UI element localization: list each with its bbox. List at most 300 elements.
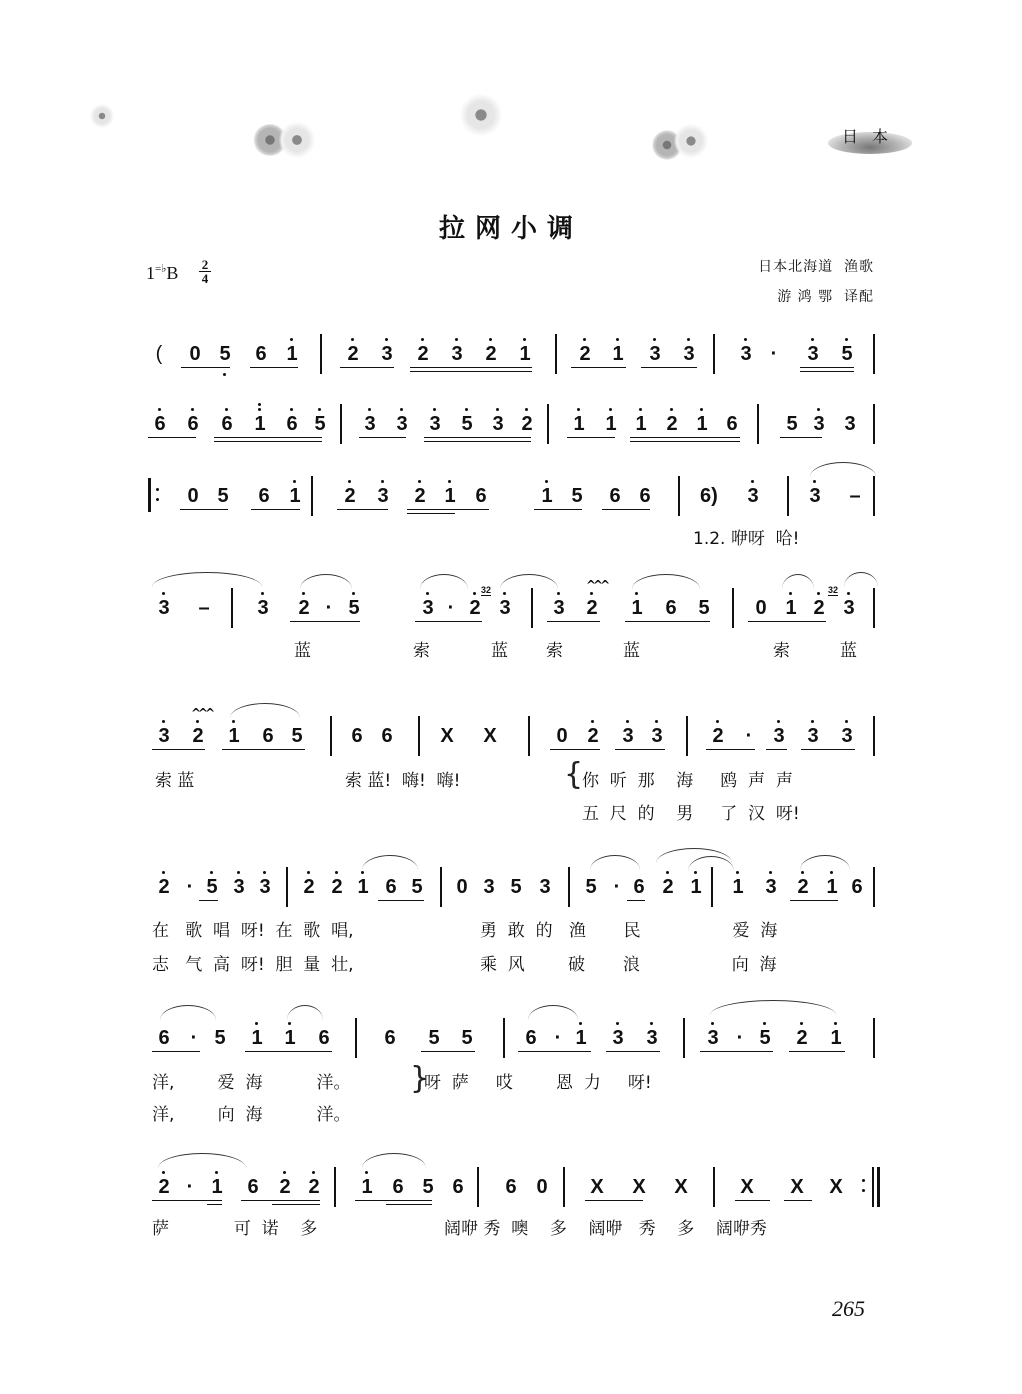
octave-high-dot xyxy=(577,408,580,411)
note: 1 xyxy=(284,1027,296,1049)
octave-high-dot xyxy=(650,1022,653,1025)
flower-decoration xyxy=(460,94,502,136)
note: 5 xyxy=(348,597,360,619)
beam-underline xyxy=(789,1051,845,1052)
beam-underline xyxy=(421,1051,475,1052)
note: 1 xyxy=(631,597,643,619)
beam-underline xyxy=(534,509,582,510)
octave-high-dot xyxy=(845,720,848,723)
note: 3 xyxy=(483,876,495,898)
bar-line xyxy=(334,1167,336,1207)
bar-line xyxy=(503,1018,505,1058)
octave-high-dot xyxy=(283,1171,286,1174)
note: 2 xyxy=(587,725,599,747)
note: 5 xyxy=(411,876,423,898)
beam-underline xyxy=(152,749,205,750)
key-signature xyxy=(146,262,178,284)
octave-high-dot xyxy=(496,408,499,411)
octave-high-dot xyxy=(769,871,772,874)
note: 0 xyxy=(536,1176,548,1198)
note: 3 xyxy=(422,597,434,619)
note: 3 xyxy=(158,725,170,747)
octave-high-dot xyxy=(455,338,458,341)
octave-high-dot xyxy=(800,1022,803,1025)
beam-underline xyxy=(567,437,615,438)
lyric-line: 五 尺 的 男 了 汉 呀! xyxy=(582,804,800,824)
octave-high-dot xyxy=(255,1022,258,1025)
lyric-line: 索 xyxy=(773,641,790,661)
note: 2 xyxy=(417,343,429,365)
note: 3 xyxy=(809,485,821,507)
beam-underline xyxy=(181,367,230,368)
octave-high-dot xyxy=(162,592,165,595)
octave-high-dot xyxy=(694,871,697,874)
beam-underline xyxy=(245,1051,332,1052)
octave-high-dot xyxy=(162,871,165,874)
octave-high-dot xyxy=(811,338,814,341)
beam-underline xyxy=(630,437,740,438)
note: 2 xyxy=(586,597,598,619)
note: 3 xyxy=(843,597,855,619)
octave-high-dot xyxy=(210,871,213,874)
octave-high-dot xyxy=(666,871,669,874)
verse-brace: { xyxy=(564,757,584,792)
note: 3 xyxy=(364,413,376,435)
note: 3 xyxy=(377,485,389,507)
octave-high-dot xyxy=(318,408,321,411)
note: 6 xyxy=(525,1027,537,1049)
note: 2 xyxy=(414,485,426,507)
octave-high-dot xyxy=(489,338,492,341)
bar-line xyxy=(231,588,233,628)
beam-underline xyxy=(780,437,822,438)
beam-underline xyxy=(801,749,855,750)
octave-high-dot xyxy=(813,480,816,483)
note: 6 xyxy=(158,1027,170,1049)
note: 3 xyxy=(492,413,504,435)
note: 5 xyxy=(841,343,853,365)
note: X xyxy=(674,1176,688,1198)
lyric-line: 勇 敢 的 渔 民 爱 海 xyxy=(480,921,778,941)
lyric-line: 1.2. 咿呀 哈! xyxy=(693,529,800,549)
note: 3 xyxy=(396,413,408,435)
lyric-line: 蓝 xyxy=(491,641,508,661)
song-title: 拉网小调 xyxy=(438,214,583,244)
octave-high-dot xyxy=(687,338,690,341)
note: 1 xyxy=(826,876,838,898)
note: 6 xyxy=(505,1176,517,1198)
octave-high-dot xyxy=(591,720,594,723)
beam-underline xyxy=(407,513,455,514)
note: 6 xyxy=(351,725,363,747)
note: 5 xyxy=(510,876,522,898)
note: · xyxy=(736,1027,744,1049)
beam-underline xyxy=(700,1051,773,1052)
slur xyxy=(710,1000,836,1015)
note: 5 xyxy=(422,1176,434,1198)
octave-high-dot xyxy=(801,871,804,874)
octave-high-dot xyxy=(232,720,235,723)
lyric-line: 你 听 那 海 鸥 声 声 xyxy=(582,771,793,791)
repeat-start-bar xyxy=(148,478,151,512)
note: 3 xyxy=(807,343,819,365)
time-sig-numerator: 2 xyxy=(201,257,209,272)
note: · xyxy=(190,1027,198,1049)
octave-high-dot xyxy=(583,338,586,341)
page-number: 265 xyxy=(832,1296,865,1321)
octave-high-dot xyxy=(258,403,261,406)
note: 6 xyxy=(318,1027,330,1049)
note: 1 xyxy=(251,1027,263,1049)
note: 6 xyxy=(851,876,863,898)
note: 3 xyxy=(233,876,245,898)
note: 5 xyxy=(206,876,218,898)
slur xyxy=(362,855,418,870)
note: 5 xyxy=(217,485,229,507)
note: 3 xyxy=(553,597,565,619)
bar-line xyxy=(757,404,759,444)
slur xyxy=(800,855,850,870)
note: · xyxy=(745,725,753,747)
lyric-line: 索 蓝 xyxy=(155,771,195,791)
slur xyxy=(160,1005,216,1020)
note: 0 xyxy=(456,876,468,898)
note: 2 xyxy=(796,1027,808,1049)
note: 3 xyxy=(257,597,269,619)
beam-underline xyxy=(706,749,755,750)
octave-high-dot xyxy=(834,1022,837,1025)
note: 5 xyxy=(698,597,710,619)
beam-underline xyxy=(602,509,650,510)
note: 0 xyxy=(187,485,199,507)
lyric-line: 阔咿 秀 噢 多 阔咿 秀 多 阔咿秀 xyxy=(444,1219,767,1239)
note: 2 xyxy=(813,597,825,619)
note: 1 xyxy=(785,597,797,619)
octave-high-dot xyxy=(426,592,429,595)
slur xyxy=(152,572,262,587)
note: 3 xyxy=(539,876,551,898)
octave-high-dot xyxy=(639,408,642,411)
octave-high-dot xyxy=(716,720,719,723)
beam-underline xyxy=(410,371,532,372)
note: 0 xyxy=(189,343,201,365)
note: 6 xyxy=(392,1176,404,1198)
note: 1 xyxy=(541,485,553,507)
lyric-line: 索 xyxy=(413,641,430,661)
beam-underline xyxy=(290,621,360,622)
note: 3 xyxy=(649,343,661,365)
flower-decoration xyxy=(279,122,315,158)
octave-high-dot xyxy=(653,338,656,341)
slur xyxy=(844,572,878,587)
bar-line xyxy=(563,1167,565,1207)
bar-line xyxy=(555,334,557,374)
beam-underline xyxy=(207,1204,222,1205)
note: 1 xyxy=(361,1176,373,1198)
octave-high-dot xyxy=(711,1022,714,1025)
bar-line xyxy=(873,334,875,374)
note: 6 xyxy=(247,1176,259,1198)
slur xyxy=(230,703,300,718)
beam-underline xyxy=(199,900,218,901)
octave-low-dot xyxy=(223,373,226,376)
note: 5 xyxy=(571,485,583,507)
note: 1 xyxy=(575,1027,587,1049)
note: 1 xyxy=(612,343,624,365)
octave-high-dot xyxy=(351,338,354,341)
note: 1 xyxy=(357,876,369,898)
note: 1 xyxy=(605,413,617,435)
bar-line xyxy=(678,476,680,516)
note: 2 xyxy=(158,1176,170,1198)
octave-high-dot xyxy=(845,338,848,341)
beam-underline xyxy=(214,441,322,442)
note: 3 xyxy=(740,343,752,365)
beam-underline xyxy=(615,749,665,750)
bar-line xyxy=(713,334,715,374)
bar-line xyxy=(286,867,288,907)
octave-high-dot xyxy=(503,592,506,595)
lyric-line: 洋, 爱 海 洋。 xyxy=(152,1073,351,1093)
beam-underline xyxy=(250,367,298,368)
note: 3 xyxy=(646,1027,658,1049)
repeat-end-bar xyxy=(877,1167,880,1207)
bar-line xyxy=(311,476,313,516)
octave-high-dot xyxy=(830,871,833,874)
beam-underline xyxy=(251,509,300,510)
note: · xyxy=(447,597,455,619)
octave-high-dot xyxy=(290,408,293,411)
note: 6) xyxy=(700,485,718,507)
flower-decoration xyxy=(674,124,708,158)
note: 1 xyxy=(444,485,456,507)
beam-underline xyxy=(272,1200,320,1201)
note: 6 xyxy=(475,485,487,507)
octave-high-dot xyxy=(635,592,638,595)
note: X xyxy=(790,1176,804,1198)
bar-line xyxy=(686,716,688,756)
beam-underline xyxy=(547,621,600,622)
note: 2 xyxy=(192,725,204,747)
note: 2 xyxy=(308,1176,320,1198)
note: 6 xyxy=(726,413,738,435)
octave-high-dot xyxy=(385,338,388,341)
note: – xyxy=(849,485,861,507)
slur xyxy=(782,574,814,589)
beam-underline xyxy=(800,367,854,368)
beam-underline xyxy=(748,621,826,622)
note: 6 xyxy=(609,485,621,507)
note: 2 xyxy=(298,597,310,619)
repeat-dot xyxy=(156,488,159,491)
octave-high-dot xyxy=(263,871,266,874)
time-sig-denominator: 4 xyxy=(199,271,211,285)
beam-underline xyxy=(340,367,394,368)
note: 5 xyxy=(461,413,473,435)
octave-high-dot xyxy=(545,480,548,483)
note: 2 xyxy=(303,876,315,898)
bar-line xyxy=(713,1167,715,1207)
beam-underline xyxy=(214,437,322,438)
time-signature xyxy=(199,258,211,285)
note: · xyxy=(325,597,333,619)
lyric-line: 志 气 高 呀! 胆 量 壮, xyxy=(152,955,354,975)
note: 6 xyxy=(187,413,199,435)
note: 6 xyxy=(154,413,166,435)
beam-underline xyxy=(410,367,532,368)
beam-underline xyxy=(627,900,645,901)
octave-high-dot xyxy=(162,720,165,723)
note: 3 xyxy=(158,597,170,619)
octave-high-dot xyxy=(789,592,792,595)
slur xyxy=(362,1153,426,1168)
bar-line xyxy=(547,404,549,444)
bar-line xyxy=(320,334,322,374)
octave-high-dot xyxy=(348,480,351,483)
flower-decoration xyxy=(90,104,114,128)
beam-underline xyxy=(207,1200,222,1201)
note: 5 xyxy=(461,1027,473,1049)
bar-line xyxy=(873,867,875,907)
bar-line xyxy=(528,716,530,756)
octave-high-dot xyxy=(744,338,747,341)
beam-underline xyxy=(359,437,406,438)
octave-high-dot xyxy=(811,720,814,723)
lyric-line: 在 歌 唱 呀! 在 歌 唱, xyxy=(152,921,354,941)
lyric-line: 索 xyxy=(546,641,563,661)
paren-open: ( xyxy=(155,343,163,365)
octave-high-dot xyxy=(817,592,820,595)
note: 1 xyxy=(696,413,708,435)
bar-line xyxy=(873,404,875,444)
beam-underline xyxy=(415,621,482,622)
beam-underline xyxy=(630,441,740,442)
octave-high-dot xyxy=(465,408,468,411)
note: X xyxy=(740,1176,754,1198)
octave-high-dot xyxy=(293,480,296,483)
note: 2 xyxy=(347,343,359,365)
octave-high-dot xyxy=(700,408,703,411)
bar-line xyxy=(873,1018,875,1058)
octave-high-dot xyxy=(400,408,403,411)
note: 1 xyxy=(732,876,744,898)
note: 3 xyxy=(683,343,695,365)
slur xyxy=(158,1153,246,1168)
note: 3 xyxy=(622,725,634,747)
slur xyxy=(500,574,558,589)
note: X xyxy=(590,1176,604,1198)
octave-high-dot xyxy=(368,408,371,411)
octave-high-dot xyxy=(162,1171,165,1174)
bar-line xyxy=(418,716,420,756)
octave-high-dot xyxy=(225,408,228,411)
note: 6 xyxy=(452,1176,464,1198)
bar-line xyxy=(330,716,332,756)
bar-line xyxy=(787,476,789,516)
note: 1 xyxy=(519,343,531,365)
beam-underline xyxy=(585,1200,643,1201)
beam-underline xyxy=(180,509,228,510)
bar-line xyxy=(355,1018,357,1058)
bar-line xyxy=(683,1018,685,1058)
note: 0 xyxy=(556,725,568,747)
octave-high-dot xyxy=(196,720,199,723)
octave-high-dot xyxy=(158,408,161,411)
octave-high-dot xyxy=(590,592,593,595)
note: 6 xyxy=(221,413,233,435)
lyric-line: 洋, 向 海 洋。 xyxy=(152,1105,351,1125)
beam-underline xyxy=(386,1200,432,1201)
note: 1 xyxy=(211,1176,223,1198)
bar-line xyxy=(732,588,734,628)
lyric-line: 萨 可 诺 多 xyxy=(152,1219,318,1239)
arranger-credit: 游 鸿 鄂 译配 xyxy=(777,289,874,305)
octave-high-dot xyxy=(215,1171,218,1174)
note: 1 xyxy=(289,485,301,507)
octave-high-dot xyxy=(448,480,451,483)
octave-high-dot xyxy=(237,871,240,874)
lyric-line: 乘 风 破 浪 向 海 xyxy=(480,955,777,975)
slur xyxy=(528,1005,578,1020)
note: 6 xyxy=(384,1027,396,1049)
octave-high-dot xyxy=(290,338,293,341)
note: 5 xyxy=(585,876,597,898)
note: 5 xyxy=(786,413,798,435)
note: 6 xyxy=(255,343,267,365)
repeat-dot xyxy=(156,498,159,501)
octave-high-dot xyxy=(302,592,305,595)
note: 3 xyxy=(651,725,663,747)
note: 1 xyxy=(690,876,702,898)
beam-underline xyxy=(386,1204,432,1205)
note: 5 xyxy=(314,413,326,435)
note: X xyxy=(829,1176,843,1198)
lyric-line: 索 蓝! 嗨! 嗨! xyxy=(345,771,461,791)
note: 6 xyxy=(665,597,677,619)
beam-underline xyxy=(272,1204,320,1205)
note: 1 xyxy=(254,413,266,435)
note: 3 xyxy=(381,343,393,365)
octave-high-dot xyxy=(616,338,619,341)
grace-note: 32 xyxy=(828,585,839,595)
key-note: B xyxy=(166,263,179,283)
octave-high-dot xyxy=(335,871,338,874)
bar-line xyxy=(568,867,570,907)
note: X xyxy=(632,1176,646,1198)
note: 6 xyxy=(381,725,393,747)
note: 3 xyxy=(807,725,819,747)
beam-underline xyxy=(625,621,710,622)
lyric-line: 呀 萨 哎 恩 力 呀! xyxy=(424,1073,652,1093)
beam-underline xyxy=(800,371,854,372)
key-tonic: 1 xyxy=(146,263,155,283)
note: 5 xyxy=(214,1027,226,1049)
note: · xyxy=(186,876,194,898)
note: – xyxy=(198,597,210,619)
note: 5 xyxy=(759,1027,771,1049)
note: 2 xyxy=(158,876,170,898)
note: 2 xyxy=(662,876,674,898)
note: 2 xyxy=(579,343,591,365)
beam-underline xyxy=(550,749,600,750)
note: 6 xyxy=(385,876,397,898)
octave-high-dot xyxy=(609,408,612,411)
note: 1 xyxy=(573,413,585,435)
octave-high-dot xyxy=(579,1022,582,1025)
note: 3 xyxy=(612,1027,624,1049)
bar-line xyxy=(531,588,533,628)
note: 3 xyxy=(773,725,785,747)
